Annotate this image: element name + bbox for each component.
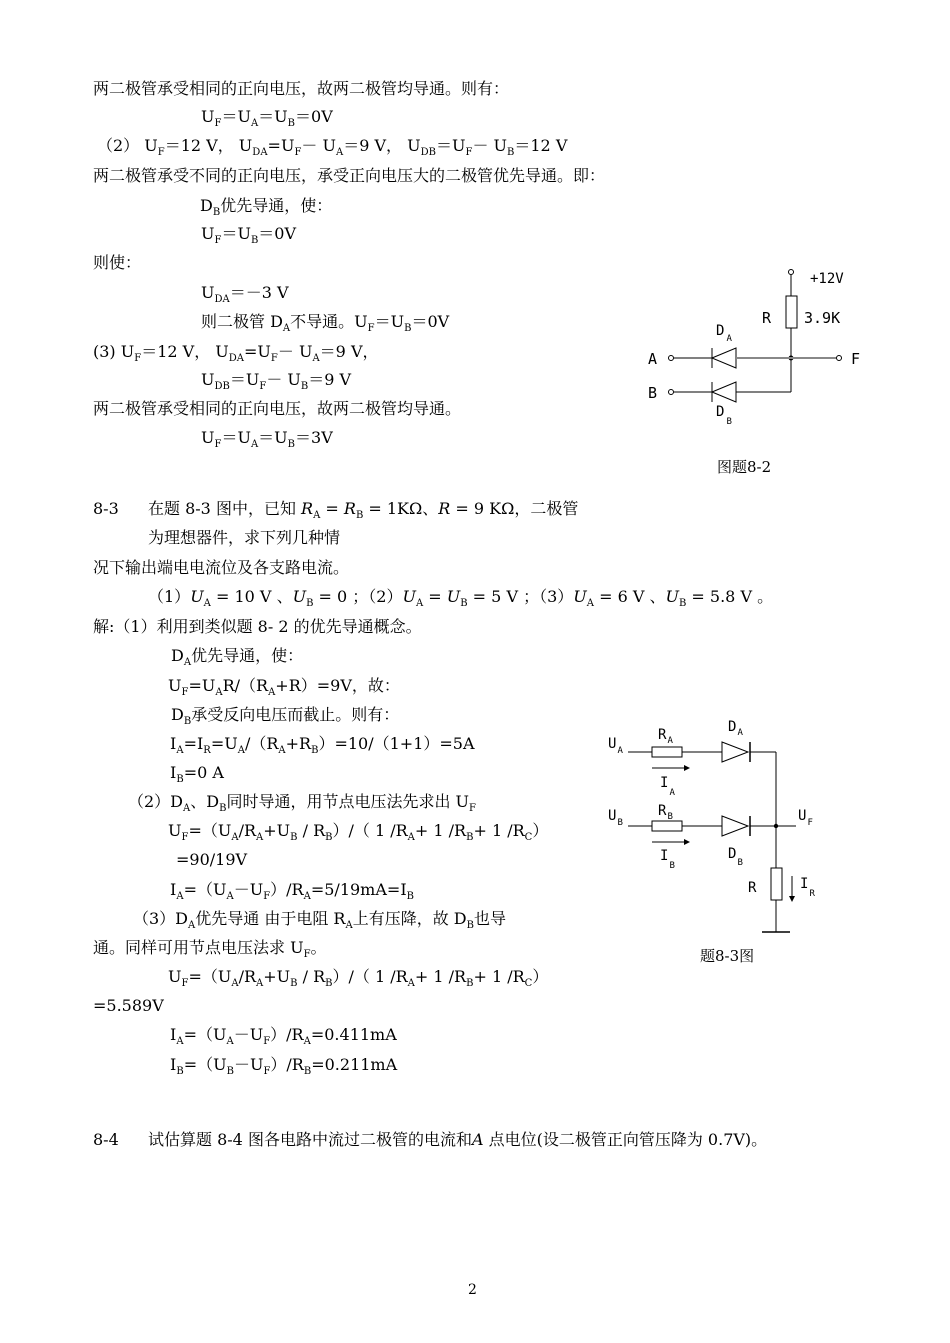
page-number: 2 <box>468 1282 477 1298</box>
equation-line: $U_F=U_B=0V$ <box>201 224 297 246</box>
supply-label: +12V <box>810 271 844 287</box>
problem-text: 为理想器件，求下列几种情 <box>148 528 341 547</box>
input-b-terminal <box>669 390 674 395</box>
diode-da <box>712 348 736 368</box>
ua-label: $U_A$ <box>608 736 623 756</box>
ir-label: $I_R$ <box>800 876 815 899</box>
solution-line: 解:（1）利用到类似题 8- 2 的优先导通概念。 <box>93 617 422 636</box>
equation-line: $U_{DB}=U_F- U_B=9$ V <box>201 370 352 392</box>
text-line: 则使： <box>93 253 142 272</box>
resistor-ra <box>652 747 682 757</box>
ib-label: $I_B$ <box>660 848 675 871</box>
r-label: R <box>748 880 757 896</box>
solution-line: $I_A=I_R=U_A/(R_A+R_B)=10/(1+1)=5A$ <box>170 734 475 756</box>
solution-line: $I_A=(U_A-U_F)/R_A=5/19mA=I_B$ <box>170 880 414 902</box>
text-line: 两二极管承受相同的正向电压，故两二极管均导通。 <box>93 399 462 418</box>
figure-8-2-caption: 图题8-2 <box>717 458 772 476</box>
solution-line: $U_F=(U_A/R_A+U_B / R_B)/$（ 1 $/R_A+ 1$ $/R_B+ 1$ $/R_C$） <box>168 967 549 989</box>
solution-line: 通。同样可用节点电压法求 $U_F$。 <box>93 938 327 960</box>
db-label: $D_B$ <box>728 846 743 868</box>
da-label: $D_A$ <box>728 719 743 738</box>
diode-db <box>722 816 748 836</box>
resistor-rb <box>652 821 682 831</box>
circuit-figure-8-3 <box>600 710 850 940</box>
problem-text: 在题 8-3 图中，已知 $R_A = R_B = 1K\Omega$、R = 9 KΩ，二极管 <box>148 499 579 521</box>
solution-line: $I_B=0$ A <box>170 763 224 785</box>
supply-terminal <box>789 270 794 275</box>
diode-da-label: D $_A$ <box>716 323 732 344</box>
solution-line: $D_A$优先导通，使： <box>171 646 304 668</box>
solution-line: $D_B$承受反向电压而截止。则有： <box>171 705 400 727</box>
text-line: 则二极管 $D_A$不导通。$U_F=U_B=0V$ <box>201 312 450 334</box>
output-f-terminal <box>837 356 842 361</box>
output-f-label: F <box>851 350 861 368</box>
solution-line: $U_F=(U_A/R_A+U_B / R_B)/$（ 1 $/R_A+ 1$ $/R_B+ 1$ $/R_C$） <box>168 821 549 843</box>
input-b-label: B <box>648 384 658 402</box>
figure-8-3-caption: 题8-3图 <box>700 947 755 965</box>
equation-line: $U_{DA}=-3$ V <box>201 283 289 305</box>
solution-line: $(2)D_A$、$D_B$同时导通，用节点电压法先求出 $U_F$ <box>128 792 476 814</box>
solution-line: =90/19V <box>176 850 248 869</box>
text-line: $D_B$优先导通，使： <box>200 196 333 218</box>
ia-label: $I_A$ <box>660 775 675 798</box>
problem-number: 8-3 <box>93 499 119 518</box>
equation-line: (3) $U_F=12$ V， $U_{DA}=U_F- U_A=9$ V， <box>93 342 379 364</box>
equation-line: $U_F=U_A=U_B=3V$ <box>201 428 333 450</box>
solution-line: =5.589V <box>93 996 164 1015</box>
equation-line: （2） $U_F=12$ V， $U_{DA}=U_F- U_A=9$ V， $U_{DB}=U_F- U_B=12$ V <box>97 136 568 158</box>
problem-text: 试估算题 8-4 图各电路中流过二极管的电流和A 点电位(设二极管正向管压降为 0.7V)。 <box>148 1130 768 1149</box>
resistor-r <box>771 868 782 900</box>
text-line: 两二极管承受相同的正向电压，故两二极管均导通。则有： <box>93 79 510 98</box>
resistor-label: R <box>762 309 772 327</box>
input-a-label: A <box>648 350 658 368</box>
resistor-r <box>786 296 797 328</box>
problem-number: 8-4 <box>93 1130 119 1149</box>
solution-line: $(3)D_A$优先导通 由于电阻 $R_A$上有压降，故 $D_B$也导 <box>133 909 507 931</box>
diode-da <box>722 742 748 762</box>
problem-conditions: $(1)U_A = 10$ V 、$U_B = 0$ ；$(2)U_A = U_B = 5$ V ；$(3)U_A = 6$ V 、$U_B = 5.8$ V 。 <box>148 587 774 609</box>
solution-line: $I_A=(U_A-U_F)/R_A=0.411mA$ <box>170 1025 397 1047</box>
rb-label: $R_B$ <box>658 803 673 822</box>
ub-label: $U_B$ <box>608 808 623 828</box>
diode-db-label: $D_B$ <box>716 404 732 427</box>
problem-text: 况下输出端电电流位及各支路电流。 <box>93 558 350 577</box>
input-a-terminal <box>669 356 674 361</box>
diode-db <box>712 382 736 402</box>
uf-label: $U_F$ <box>798 808 813 828</box>
resistor-value: 3.9K <box>804 309 841 327</box>
solution-line: $U_F=U_AR/(R_A+R)=9V$，故： <box>168 676 400 698</box>
circuit-figure-8-2 <box>640 262 880 442</box>
ra-label: $R_A$ <box>658 727 673 746</box>
junction-dot <box>774 824 778 828</box>
solution-line: $I_B=(U_B-U_F)/R_B=0.211mA$ <box>170 1055 398 1077</box>
text-line: 两二极管承受不同的正向电压，承受正向电压大的二极管优先导通。即： <box>93 166 606 185</box>
equation-line: $U_F=U_A=U_B=0V$ <box>201 107 333 129</box>
